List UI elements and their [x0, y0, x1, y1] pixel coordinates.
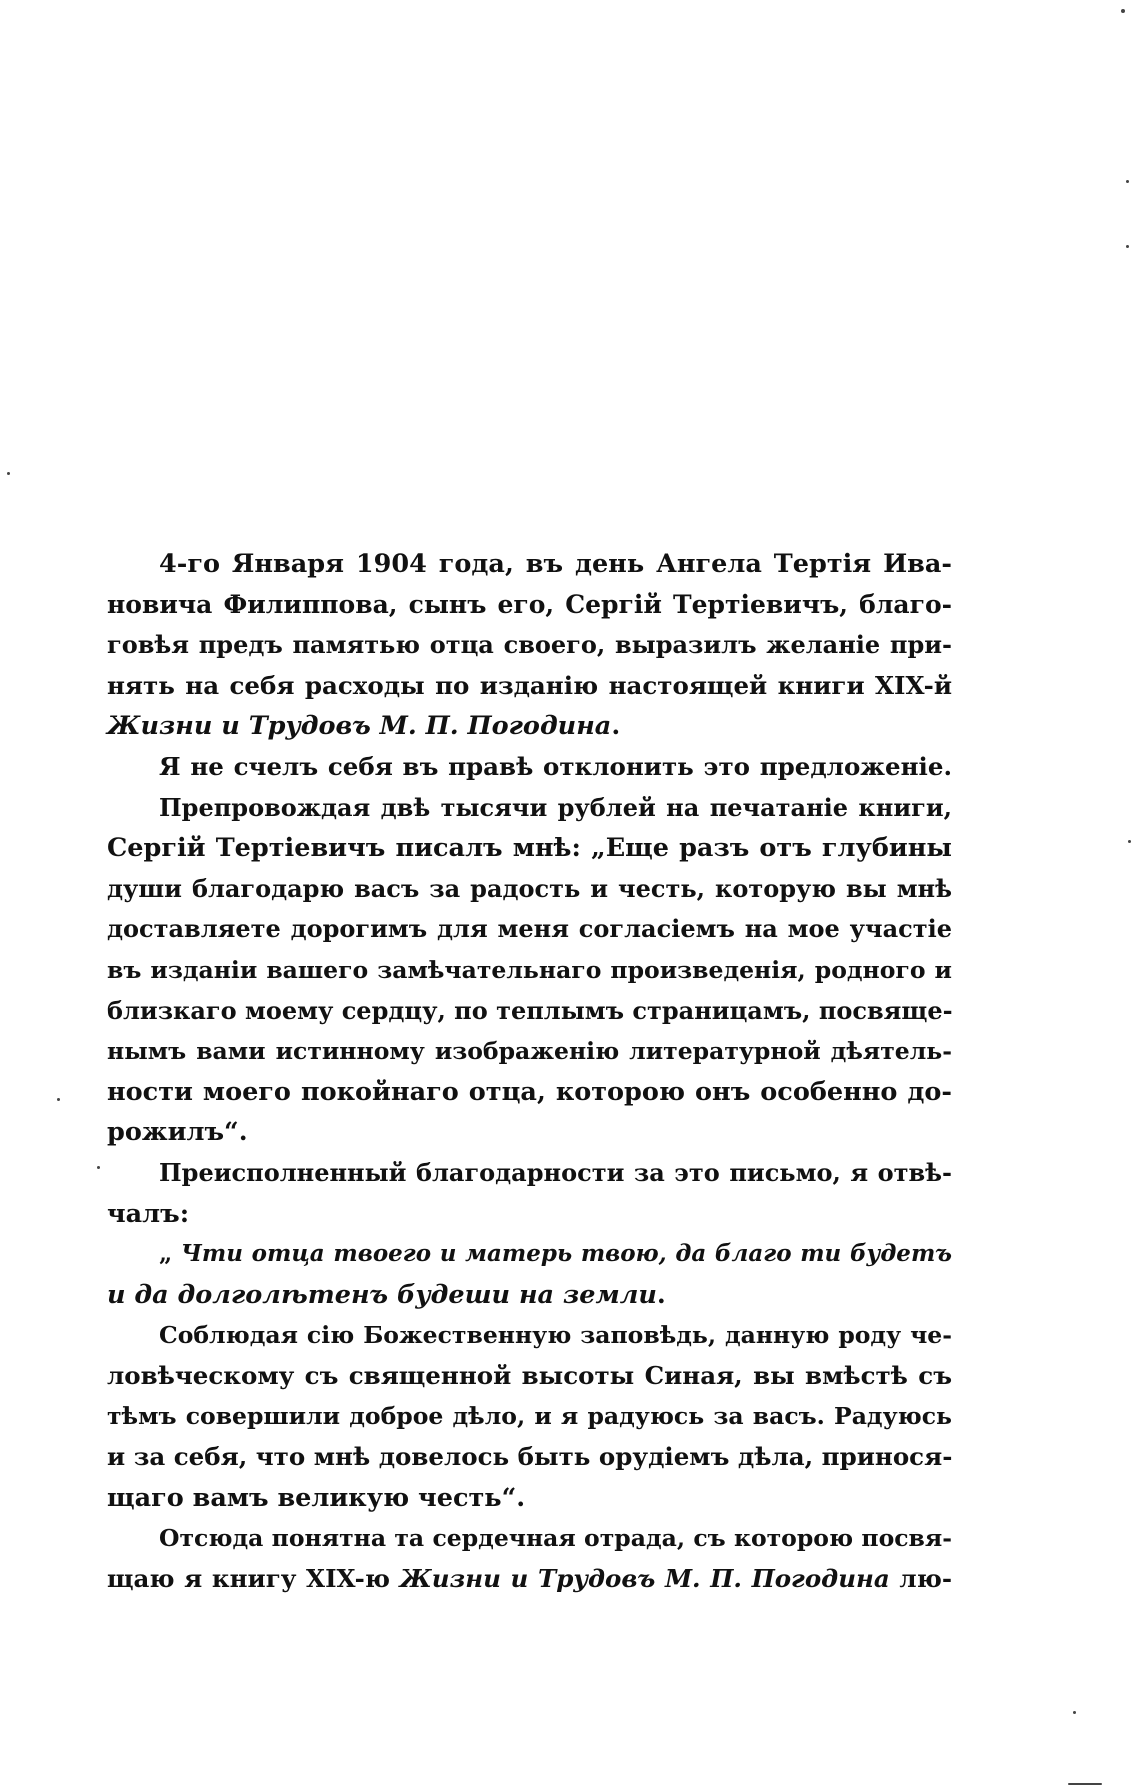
text-line: рожилъ“.: [107, 1117, 248, 1148]
text-line: Отсюда понятна та сердечная отрада, съ которою посвя-: [159, 1524, 952, 1553]
book-title: Жизни и Трудовъ М. П. Погодина: [399, 1563, 890, 1593]
scan-speck: [1121, 9, 1125, 13]
book-title: Жизни и Трудовъ М. П. Погодина: [107, 711, 612, 742]
text-line: Я не счелъ себя въ правѣ отклонить это предложеніе.: [159, 751, 952, 781]
scan-speck: [1126, 245, 1129, 248]
text-line: и за себя, что мнѣ довелось быть орудіемъ дѣла, принося-: [107, 1442, 953, 1472]
scan-speck: [1128, 840, 1131, 843]
scan-speck: [1126, 180, 1129, 183]
text-line: ности моего покойнаго отца, которою онъ особенно до-: [107, 1076, 952, 1107]
text-line: нять на себя расходы по изданію настоящей книги XIX-й: [107, 670, 952, 700]
text-line: близкаго моему сердцу, по теплымъ страницамъ, посвяще-: [107, 995, 953, 1025]
text-line: новича Филиппова, сынъ его, Сергій Тертіевичъ, благо-: [107, 589, 952, 619]
text-line: говѣя предъ памятью отца своего, выразилъ желаніе при-: [107, 630, 952, 660]
scripture-quote: и да долголѣтенъ будеши на земли: [107, 1279, 657, 1310]
scan-speck: [97, 1166, 100, 1169]
text-line: Препровождая двѣ тысячи рублей на печатаніе книги,: [159, 792, 952, 822]
quote-line: и да долголѣтенъ будеши на земли.: [107, 1279, 666, 1310]
text-line: нымъ вами истинному изображенію литературной дѣятель-: [107, 1037, 952, 1066]
quote-line: „ Чти отца твоего и матерь твою, да благо ти будетъ: [159, 1240, 952, 1268]
text-line: тѣмъ совершили доброе дѣло, и я радуюсь за васъ. Радуюсь: [107, 1402, 952, 1431]
page-text: [107, 544, 952, 1599]
scripture-quote: Чти отца твоего и матерь твою, да благо ти будетъ: [180, 1240, 952, 1268]
text-line: 4-го Января 1904 года, въ день Ангела Тертія Ива-: [159, 549, 952, 579]
text-line: въ изданіи вашего замѣчательнаго произведенія, родного и: [107, 955, 952, 984]
text-line: доставляете дорогимъ для меня согласіемъ на мое участіе: [107, 914, 952, 944]
scan-speck: [1068, 1783, 1102, 1785]
text-line: Жизни и Трудовъ М. П. Погодина.: [107, 711, 621, 742]
text-line: ловѣческому съ священной высоты Синая, вы вмѣстѣ съ: [107, 1360, 952, 1390]
text-line: щаю я книгу XIX-ю Жизни и Трудовъ М. П. Погодина лю-: [107, 1563, 952, 1593]
text-line: чалъ:: [107, 1198, 190, 1229]
text-line: щаго вамъ великую честь“.: [107, 1482, 526, 1513]
scan-speck: [57, 1098, 60, 1101]
scan-speck: [7, 472, 10, 475]
scan-speck: [1073, 1711, 1076, 1714]
text-line: души благодарю васъ за радость и честь, которую вы мнѣ: [107, 873, 952, 903]
text-line: Преисполненный благодарности за это письмо, я отвѣ-: [159, 1157, 952, 1187]
text-line: Соблюдая сію Божественную заповѣдь, данную роду че-: [159, 1321, 952, 1350]
text-line: Сергій Тертіевичъ писалъ мнѣ: „Еще разъ отъ глубины: [107, 833, 952, 864]
